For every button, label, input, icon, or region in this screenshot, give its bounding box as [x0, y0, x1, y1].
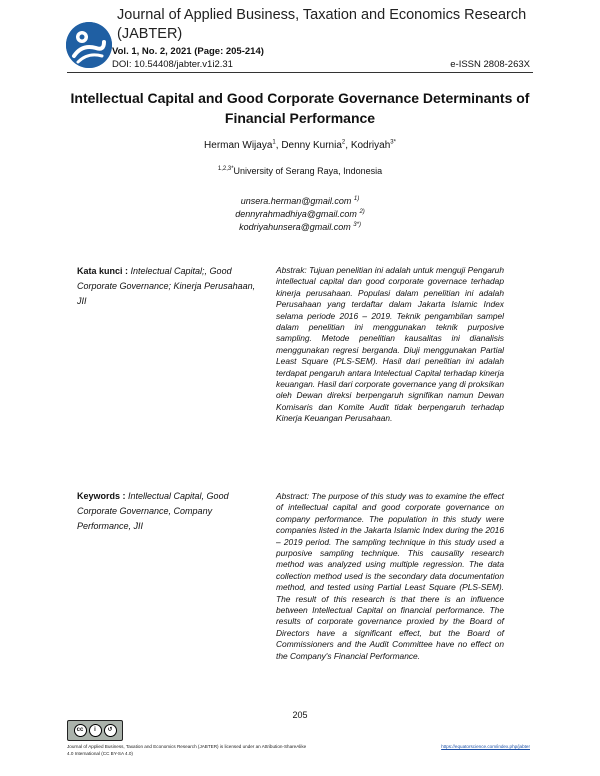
- journal-url-link[interactable]: https://equatorscience.com/index.php/jabter: [441, 744, 530, 749]
- author-name: Kodriyah: [350, 140, 391, 151]
- by-icon: i: [89, 724, 102, 737]
- author-name: Herman Wijaya: [204, 140, 273, 151]
- keywords-english: [77, 489, 257, 534]
- email-sup: 1): [353, 196, 360, 202]
- author-email: [60, 222, 540, 232]
- paper-title: Intellectual Capital and Good Corporate Governance Determinants of Financial Performance: [70, 90, 530, 126]
- affiliation: [60, 166, 540, 176]
- author-list: Herman Wijaya$^1$, Denny Kurnia$^2$, Kodriyah$^{3*}$: [204, 139, 396, 151]
- abstract-indonesian: Abstrak: Tujuan penelitian ini adalah untuk menguji Pengaruh intellectual capital dan good corporate governace terhadap kinerja perusahaan. Populasi dalam penelitian ini adalah Perusahaan yang terdaftar dalam Jakarta Islamic Index selama periode 2016 – 2019. Teknik pengambilan sampel dalam penelitian ini menggunakan teknik purposive sampling. Metode penelitian kausalitas ini dianalisis menggunakan regresi berganda. Diuji menggunakan Partial Least Square (PLS-SEM). Hasil dari penelitian ini adalah terdapat pengaruh antara Intelectual Capital terhadap kinerja keuangan. Hasil dari corporate governance yang di proksikan oleh Dewan direksi berpengaruh signifikan namun Dewan Komisaris dan Komite Audit tidak berpengaruh terhadap Kinerja Keuangan Perusahaan.: [276, 265, 504, 424]
- author-email: [60, 196, 540, 206]
- header-divider: [67, 72, 533, 73]
- keywords-label: Kata kunci :: [77, 266, 129, 276]
- keywords-indonesian: [77, 264, 257, 309]
- page-number: 205: [292, 710, 308, 720]
- keywords-text: Intellectual Capital, Good Corporate Governance, Company Performance, JII: [77, 491, 229, 531]
- journal-title: Journal of Applied Business, Taxation and Economics Research (JABTER): [117, 7, 527, 42]
- volume-line: Vol. 1, No. 2, 2021 (Page: 205-214): [112, 46, 264, 57]
- author-sup: 1: [272, 139, 276, 146]
- author-email: [60, 209, 540, 219]
- sa-icon: ↺: [104, 724, 117, 737]
- doi-line: DOI: 10.54408/jabter.v1i2.31: [112, 59, 233, 70]
- email-address: kodriyahunsera@gmail.com: [239, 222, 351, 232]
- author-sup: 3*: [390, 139, 396, 146]
- issn-line: e-ISSN 2808-263X: [450, 59, 530, 70]
- email-sup: 3*): [353, 222, 361, 228]
- keywords-text: Intelectual Capital;, Good Corporate Governance; Kinerja Perusahaan, JII: [77, 266, 256, 306]
- email-address: dennyrahmadhiya@gmail.com: [235, 209, 357, 219]
- abstract-english: Abstract: The purpose of this study was to examine the effect of intellectual capital and good corporate governance on company performance. The population in this study were companies listed in the Jakarta Islamic Index during the 2016 – 2019 period. The sampling technique in this study used a purposive sampling technique. This causality research method was analyzed using multiple regression. The data collection method used is the secondary data documentation method, and tested using Partial Least Square (PLS-SEM). The result of this research is that there is an influence between Intellectual Capital on financial performance. The results of corporate governance proxied by the Board of Directors have a significant effect, but the Board of Commissioners and the Audit Committee have no effect on the Company's Financial Performance.: [276, 491, 504, 661]
- journal-logo: [66, 22, 112, 68]
- email-sup: 2): [359, 209, 365, 215]
- cc-icon: cc: [74, 724, 87, 737]
- keywords-label: Keywords :: [77, 491, 126, 501]
- license-text: Journal of Applied Business, Taxation and Economics Research (JABTER) is licensed under an Attribution-ShareAlike 4.0 International (CC BY-SA 4.0): [67, 744, 307, 756]
- affiliation-text: University of Serang Raya, Indonesia: [233, 166, 383, 176]
- author-sup: 2: [341, 139, 346, 146]
- cc-license-badge[interactable]: [67, 720, 123, 741]
- logo-icon: [66, 22, 112, 68]
- email-address: unsera.herman@gmail.com: [240, 196, 352, 206]
- author-name: Denny Kurnia: [281, 140, 342, 151]
- affiliation-sup: 1,2,3*: [217, 166, 234, 172]
